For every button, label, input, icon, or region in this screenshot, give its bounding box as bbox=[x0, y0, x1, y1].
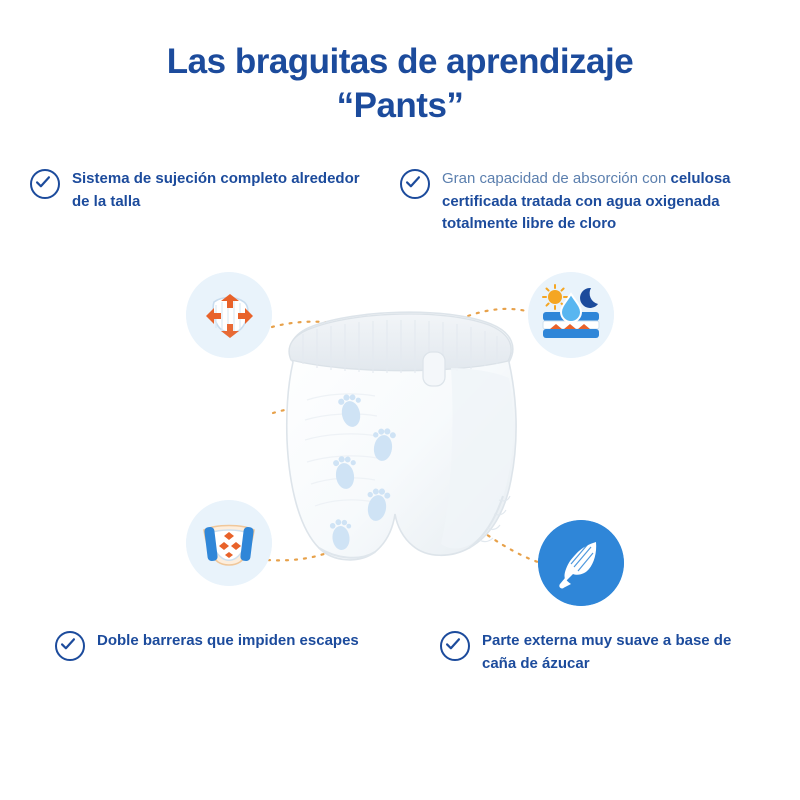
training-pants-product-image bbox=[255, 290, 545, 610]
check-icon bbox=[30, 169, 60, 199]
page-title bbox=[0, 40, 800, 128]
absorption-layers-icon bbox=[528, 272, 614, 358]
check-icon bbox=[440, 631, 470, 661]
feature-fit-system bbox=[30, 168, 372, 213]
feature-double-barriers-text: Doble barreras que impiden escapes bbox=[97, 632, 359, 649]
feature-absorption-text-bold: celulosa certificada tratada con agua oxigenada totalmente libre de cloro bbox=[442, 170, 731, 232]
check-icon bbox=[55, 631, 85, 661]
check-icon bbox=[400, 169, 430, 199]
feature-soft-outer-text: Parte externa muy suave a base de caña de ázucar bbox=[482, 632, 732, 672]
barrier-diaper-icon bbox=[186, 500, 272, 586]
feature-fit-system-text: Sistema de sujeción completo alrededor de la talla bbox=[72, 170, 360, 210]
feature-absorption-text bbox=[442, 168, 777, 236]
feature-soft-outer bbox=[440, 630, 752, 675]
feather-icon bbox=[538, 520, 624, 606]
title-line-2: “Pants” bbox=[336, 85, 464, 125]
feature-double-barriers bbox=[55, 630, 359, 661]
stretch-fit-icon bbox=[186, 272, 272, 358]
feature-absorption-text-light: Gran capacidad de absorción con bbox=[442, 170, 671, 187]
title-line-1: Las braguitas de aprendizaje bbox=[166, 42, 634, 81]
feature-absorption bbox=[400, 168, 777, 236]
